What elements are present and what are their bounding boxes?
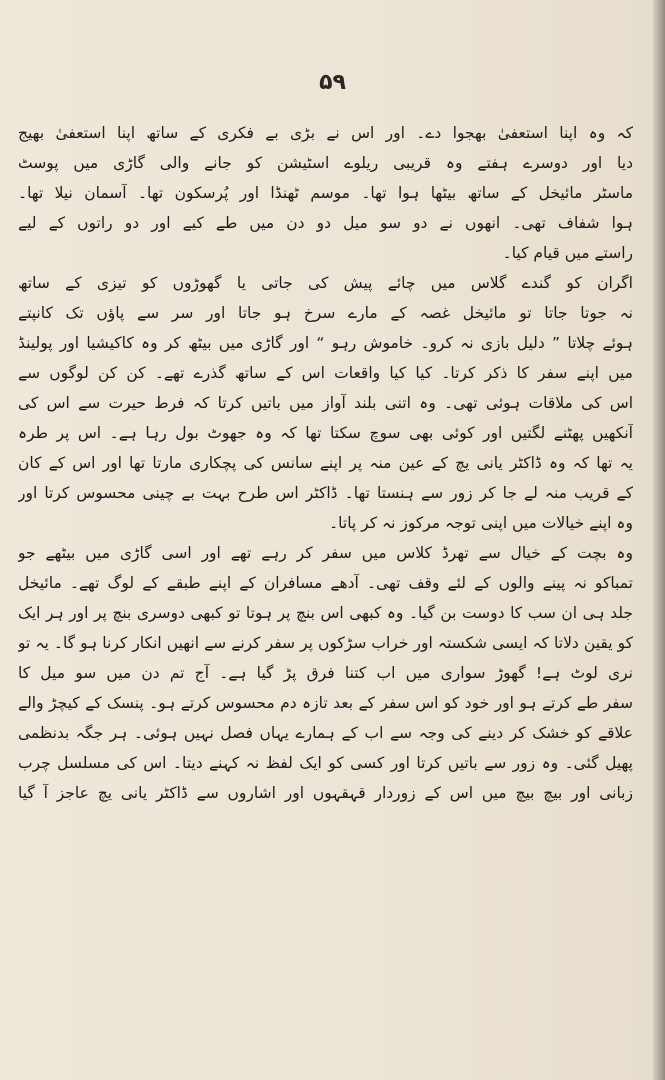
text-line: اگران کو گندے گلاس میں چائے پیش کی جاتی یا گھوڑوں کو تیزی کے ساتھ	[18, 274, 633, 292]
text-line: ماسٹر مائیخل کے ساتھ بیٹھا ہوا تھا۔ موسم ٹھنڈا اور پُرسکون تھا۔ آسمان نیلا تھا۔	[18, 184, 633, 202]
text-line: تمباکو نہ پینے والوں کے لئے وقف تھی۔ آدھے مسافران کے اپنے طبقے کے لوگ تھے۔ مائیخل	[18, 574, 633, 592]
text-line: یہ تھا کہ وہ ڈاکٹر یانی یچ کے عین منہ پر اپنے سانس کی پچکاری مارتا تھا اور اس کے کان	[18, 454, 633, 472]
page-number: ۵۹	[319, 70, 346, 95]
text-line: علاقے کو خشک کر دینے کی وجہ سے اب کے ہمارے یہاں فصل نہیں ہوئی۔ ہر جگہ بدنظمی	[18, 724, 633, 742]
text-line: سفر طے کرتے ہو اور خود کو اس سفر کے بعد تازہ دم محسوس کرتے ہو۔ پنسک کے کیچڑ والے	[18, 694, 633, 712]
text-line: نری لوٹ ہے! گھوڑ سواری میں اب کتنا فرق پڑ گیا ہے۔ آج تم دن میں سو میل کا	[18, 664, 633, 682]
text-line: جلد ہی ان سب کا دوست بن گیا۔ وہ کبھی اس بنچ پر ہوتا تو کبھی دوسری بنچ پر اور ہر ایک	[18, 604, 633, 622]
text-line: وہ اپنے خیالات میں اپنی توجہ مرکوز نہ کر پاتا۔	[329, 514, 633, 532]
text-line: میں اپنے سفر کا ذکر کرتا۔ کیا کیا واقعات اس کے ساتھ گذرے تھے۔ کن کن لوگوں سے	[18, 364, 633, 382]
text-line: آنکھیں پھٹنے لگتیں اور کوئی بھی سوچ سکتا تھا کہ وہ جھوٹ بول رہا ہے۔ اس پر طرہ	[18, 424, 633, 442]
text-line: کو یقین دلاتا کہ ایسی شکستہ اور خراب سڑکوں پر سفر کرنے سے انھیں انکار کرنا ہو گا۔ یہ تو	[18, 634, 633, 652]
text-line: وہ بچت کے خیال سے تھرڈ کلاس میں سفر کر رہے تھے اور اسی گاڑی میں بیٹھے جو	[18, 544, 633, 562]
text-line: ہوا شفاف تھی۔ انھوں نے دو سو میل دو دن میں طے کیے اور دو راتوں کے لیے	[18, 214, 633, 232]
text-line: کہ وہ اپنا استعفیٰ بھجوا دے۔ اور اس نے بڑی بے فکری کے ساتھ اپنا استعفیٰ بھیج	[18, 124, 633, 142]
body-text	[18, 118, 633, 808]
text-line: ہوئے چلاتا ” دلیل بازی نہ کرو۔ خاموش رہو “ اور گاڑی میں بیٹھ کر وہ کاکیشیا اور پولینڈ	[18, 334, 633, 352]
text-line: نہ جوتا جاتا تو مائیخل غصہ کے مارے سرخ ہو جاتا اور سر سے پاؤں تک کانپتے	[18, 304, 633, 322]
text-line: راستے میں قیام کیا۔	[502, 244, 633, 262]
text-line: دیا اور دوسرے ہفتے وہ قریبی ریلوے اسٹیشن کو جانے والی گاڑی میں پوسٹ	[18, 154, 633, 172]
text-line: کے قریب منہ لے جا کر زور سے ہنستا تھا۔ ڈاکٹر اس طرح بہت بے چینی محسوس کرتا اور	[18, 484, 633, 502]
text-line: پھیل گئی۔ وہ زور سے باتیں کرتا اور کسی کو ایک لفظ نہ کہنے دیتا۔ اس کی مسلسل چرب	[18, 754, 633, 772]
text-line: اس کی ملاقات ہوئی تھی۔ وہ اتنی بلند آواز میں باتیں کرتا کہ فرط حیرت سے اس کی	[18, 394, 633, 412]
page-edge-shadow	[653, 0, 665, 1080]
text-line: زبانی اور بیچ بیچ میں اس کے زوردار قہقہوں اور اشاروں سے ڈاکٹر یانی یچ عاجز آ گیا	[18, 784, 633, 802]
